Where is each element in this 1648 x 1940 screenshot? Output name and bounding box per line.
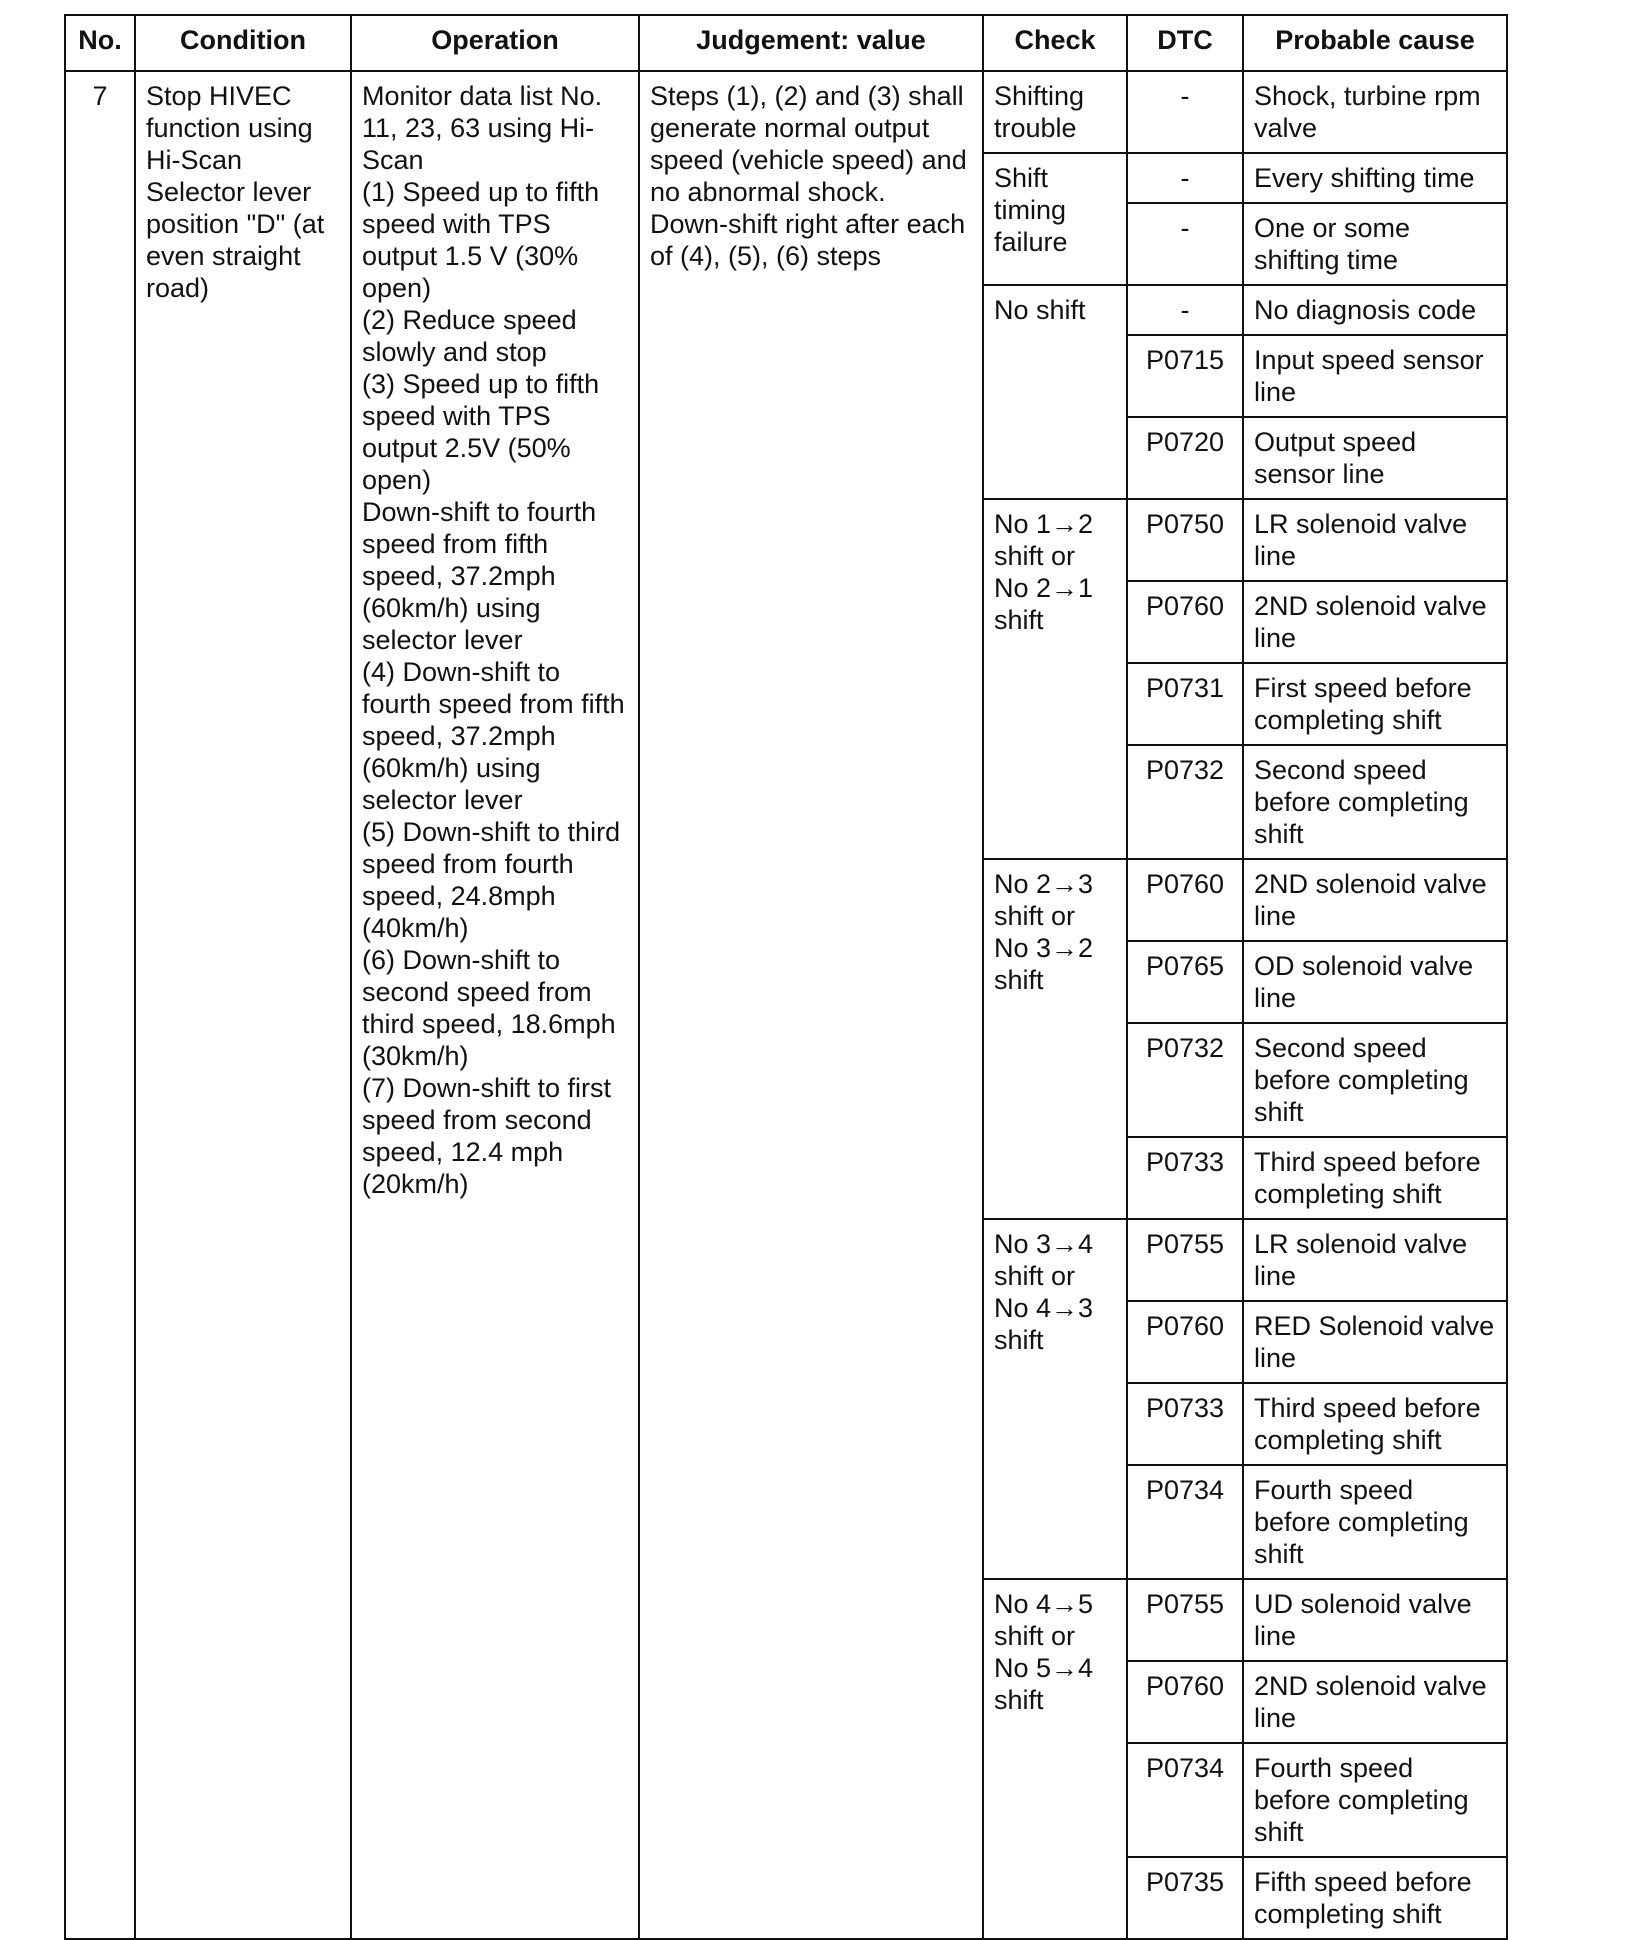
dtc-cell: P0750 (1127, 499, 1243, 581)
check-cell: Shift timing failure (983, 153, 1127, 285)
cause-cell: One or some shifting time (1243, 203, 1507, 285)
cause-cell: Third speed before completing shift (1243, 1383, 1507, 1465)
cause-cell: LR solenoid valve line (1243, 1219, 1507, 1301)
dtc-cell: P0732 (1127, 745, 1243, 859)
dtc-cell: P0755 (1127, 1579, 1243, 1661)
dtc-cell: P0734 (1127, 1743, 1243, 1857)
cause-cell: Output speed sensor line (1243, 417, 1507, 499)
dtc-cell: P0720 (1127, 417, 1243, 499)
dtc-cell: - (1127, 153, 1243, 203)
dtc-cell: - (1127, 285, 1243, 335)
dtc-cell: P0760 (1127, 1661, 1243, 1743)
cause-cell: Every shifting time (1243, 153, 1507, 203)
cause-cell: Shock, turbine rpm valve (1243, 71, 1507, 153)
cause-cell: UD solenoid valve line (1243, 1579, 1507, 1661)
cause-cell: 2ND solenoid valve line (1243, 859, 1507, 941)
dtc-cell: P0760 (1127, 859, 1243, 941)
cause-cell: Fourth speed before completing shift (1243, 1465, 1507, 1579)
header-row (65, 15, 1507, 71)
dtc-cell: P0760 (1127, 1301, 1243, 1383)
header-no: No. (65, 15, 135, 71)
header-judgement: Judgement: value (639, 15, 983, 71)
cause-cell: 2ND solenoid valve line (1243, 1661, 1507, 1743)
dtc-cell: - (1127, 71, 1243, 153)
condition-cell: Stop HIVEC function using Hi-Scan Selector lever position "D" (at even straight road) (135, 71, 351, 1939)
dtc-cell: - (1127, 203, 1243, 285)
diagnostic-table (64, 14, 1508, 1940)
check-cell: No 4→5 shift or No 5→4 shift (983, 1579, 1127, 1939)
check-cell: No 2→3 shift or No 3→2 shift (983, 859, 1127, 1219)
check-cell: No 1→2 shift or No 2→1 shift (983, 499, 1127, 859)
header-cause: Probable cause (1243, 15, 1507, 71)
cause-cell: Fourth speed before completing shift (1243, 1743, 1507, 1857)
dtc-cell: P0735 (1127, 1857, 1243, 1939)
dtc-cell: P0715 (1127, 335, 1243, 417)
header-dtc: DTC (1127, 15, 1243, 71)
judgement-cell: Steps (1), (2) and (3) shall generate normal output speed (vehicle speed) and no abnormal shock. Down-shift right after each of (4), (5), (6) steps (639, 71, 983, 1939)
dtc-cell: P0755 (1127, 1219, 1243, 1301)
dtc-cell: P0765 (1127, 941, 1243, 1023)
cause-cell: 2ND solenoid valve line (1243, 581, 1507, 663)
cause-cell: Fifth speed before completing shift (1243, 1857, 1507, 1939)
cause-cell: LR solenoid valve line (1243, 499, 1507, 581)
cause-cell: Second speed before completing shift (1243, 1023, 1507, 1137)
cause-cell: OD solenoid valve line (1243, 941, 1507, 1023)
cause-cell: Second speed before completing shift (1243, 745, 1507, 859)
row-number: 7 (65, 71, 135, 1939)
cause-cell: Input speed sensor line (1243, 335, 1507, 417)
table-row (65, 71, 1507, 153)
dtc-cell: P0734 (1127, 1465, 1243, 1579)
cause-cell: First speed before completing shift (1243, 663, 1507, 745)
dtc-cell: P0733 (1127, 1383, 1243, 1465)
operation-cell: Monitor data list No. 11, 23, 63 using Hi-Scan (1) Speed up to fifth speed with TPS output 1.5 V (30% open) (2) Reduce speed slowly and stop (3) Speed up to fifth speed with TPS output 2.5V (50% open) Down-shift to fourth speed from fifth speed, 37.2mph (60km/h) using selector lever (4) Down-shift to fourth speed from fifth speed, 37.2mph (60km/h) using selector lever (5) Down-shift to third speed from fourth speed, 24.8mph (40km/h) (6) Down-shift to second speed from third speed, 18.6mph (30km/h) (7) Down-shift to first speed from second speed, 12.4 mph (20km/h) (351, 71, 639, 1939)
header-condition: Condition (135, 15, 351, 71)
cause-cell: RED Solenoid valve line (1243, 1301, 1507, 1383)
dtc-cell: P0733 (1127, 1137, 1243, 1219)
cause-cell: Third speed before completing shift (1243, 1137, 1507, 1219)
cause-cell: No diagnosis code (1243, 285, 1507, 335)
check-cell: No 3→4 shift or No 4→3 shift (983, 1219, 1127, 1579)
header-check: Check (983, 15, 1127, 71)
header-operation: Operation (351, 15, 639, 71)
dtc-cell: P0760 (1127, 581, 1243, 663)
check-cell: Shifting trouble (983, 71, 1127, 153)
dtc-cell: P0731 (1127, 663, 1243, 745)
dtc-cell: P0732 (1127, 1023, 1243, 1137)
check-cell: No shift (983, 285, 1127, 499)
